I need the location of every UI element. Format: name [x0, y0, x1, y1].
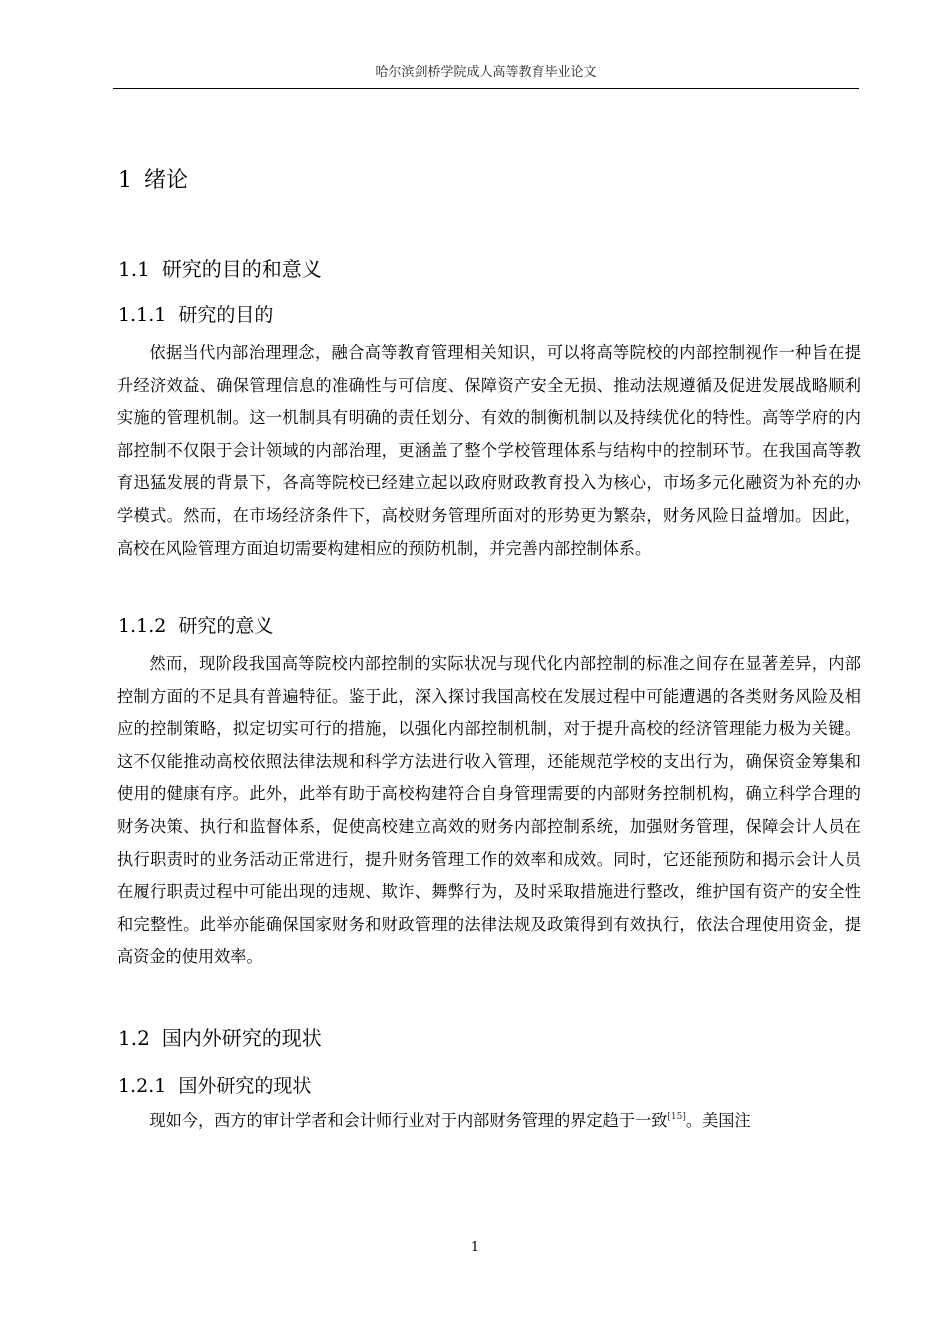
paragraph-text: 。美国注	[685, 1111, 751, 1130]
header-rule	[113, 88, 859, 89]
section-title: 国外研究的现状	[178, 1075, 312, 1097]
citation-reference[interactable]: [15]	[667, 1112, 686, 1122]
section-title: 研究的目的	[178, 304, 274, 326]
section-title: 国内外研究的现状	[161, 1026, 322, 1050]
section-number: 1.1	[118, 257, 150, 281]
section-title: 研究的目的和意义	[161, 257, 322, 281]
chapter-number: 1	[118, 168, 132, 193]
paragraph-significance: 然而，现阶段我国高等院校内部控制的实际状况与现代化内部控制的标准之间存在显著差异，内部控制方面的不足具有普遍特征。鉴于此，深入探讨我国高校在发展过程中可能遭遇的各类财务风险及相应的控制策略，拟定切实可行的措施，以强化内部控制机制，对于提升高校的经济管理能力极为关键。这不仅能推动高校依照法律法规和科学方法进行收入管理，还能规范学校的支出行为，确保资金筹集和使用的健康有序。此外，此举有助于高校构建符合自身管理需要的内部财务控制机构，确立科学合理的财务决策、执行和监督体系，促使高校建立高效的财务内部控制系统，加强财务管理，保障会计人员在执行职责时的业务活动正常进行，提升财务管理工作的效率和成效。同时，它还能预防和揭示会计人员在履行职责过程中可能出现的违规、欺诈、舞弊行为，及时采取措施进行整改，维护国有资产的安全性和完整性。此举亦能确保国家财务和财政管理的法律法规及政策得到有效执行，依法合理使用资金，提高资金的使用效率。	[117, 654, 861, 967]
chapter-heading	[118, 163, 188, 194]
section-title: 研究的意义	[178, 615, 274, 637]
page-number: 1	[470, 1240, 480, 1255]
section-1-1-1-heading	[118, 300, 273, 327]
paragraph-foreign-research	[117, 1105, 861, 1138]
running-header: 哈尔滨剑桥学院成人高等教育毕业论文	[375, 65, 597, 80]
section-1-2-1-heading	[118, 1071, 311, 1098]
section-number: 1.2	[118, 1026, 150, 1050]
paragraph-purpose: 依据当代内部治理理念，融合高等教育管理相关知识，可以将高等院校的内部控制视作一种旨在提升经济效益、确保管理信息的准确性与可信度、保障资产安全无损、推动法规遵循及促进发展战略顺利实施的管理机制。这一机制具有明确的责任划分、有效的制衡机制以及持续优化的特性。高等学府的内部控制不仅限于会计领域的内部治理，更涵盖了整个学校管理体系与结构中的控制环节。在我国高等教育迅猛发展的背景下，各高等院校已经建立起以政府财政教育投入为核心，市场多元化融资为补充的办学模式。然而，在市场经济条件下，高校财务管理所面对的形势更为繁杂，财务风险日益增加。因此，高校在风险管理方面迫切需要构建相应的预防机制，并完善内部控制体系。	[117, 343, 861, 558]
section-number: 1.1.2	[118, 615, 167, 637]
paragraph-text: 现如今，西方的审计学者和会计师行业对于内部财务管理的界定趋于一致	[149, 1111, 668, 1130]
chapter-title: 绪论	[144, 168, 189, 193]
section-1-1-heading	[118, 253, 322, 282]
section-number: 1.2.1	[118, 1075, 167, 1097]
section-1-2-heading	[118, 1022, 322, 1051]
section-1-1-2-heading	[118, 611, 273, 638]
section-number: 1.1.1	[118, 304, 167, 326]
